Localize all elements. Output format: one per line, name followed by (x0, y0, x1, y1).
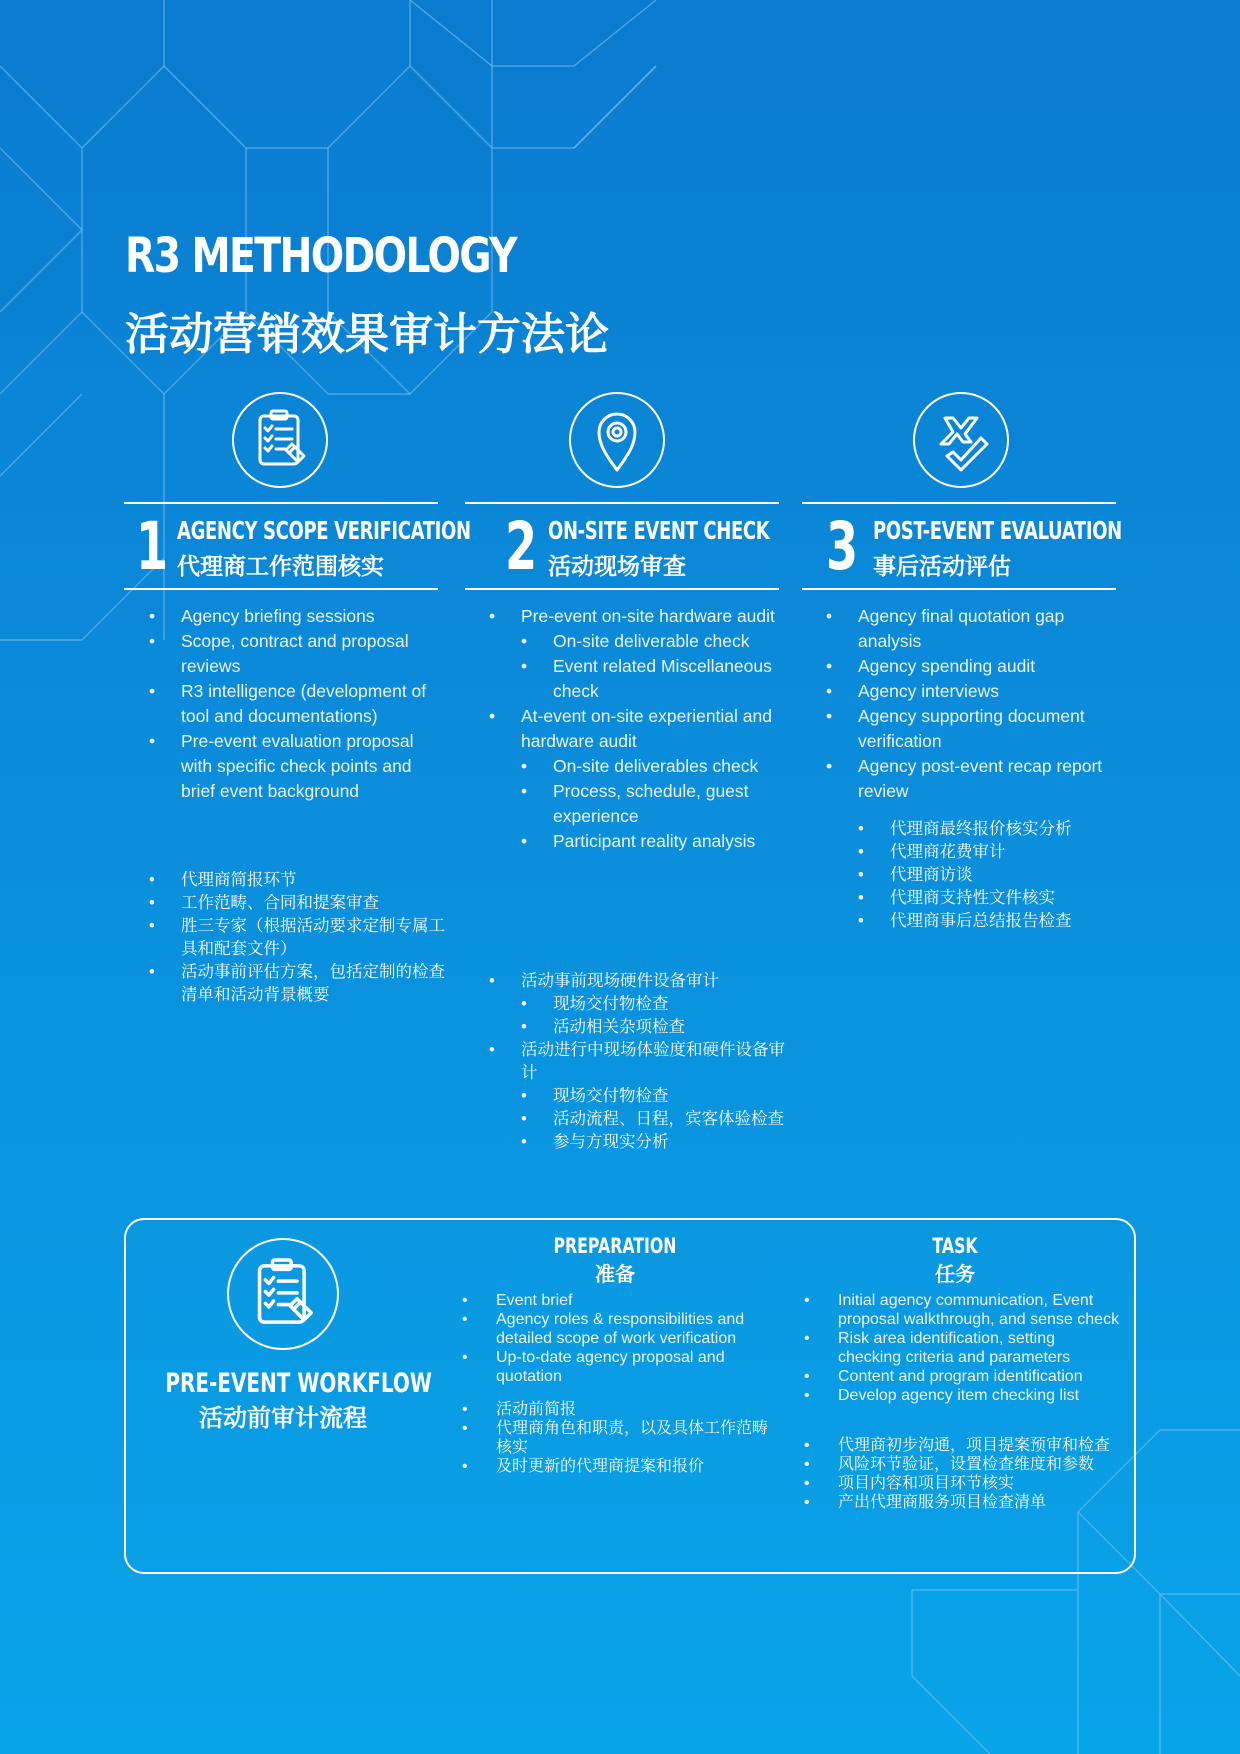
workflow-title-en: PRE-EVENT WORKFLOW (165, 1368, 432, 1399)
list-item: • 代理商初步沟通，项目提案预审和检查 (802, 1436, 1122, 1455)
preparation-heading-zh: 准备 (595, 1262, 635, 1286)
list-item: • Agency post-event recap report review (804, 754, 1124, 804)
list-item: • Process, schedule, guest experience (467, 779, 787, 829)
list-item: • On-site deliverable check (467, 629, 787, 654)
list-item: • 代理商支持性文件核实 (804, 887, 1124, 910)
list-item: • 活动事前现场硬件设备审计 (467, 970, 787, 993)
list-item: • Agency interviews (804, 679, 1124, 704)
workflow-title-zh: 活动前审计流程 (199, 1404, 367, 1432)
preparation-chinese-list (460, 1400, 780, 1476)
list-item: • 活动流程、日程，宾客体验检查 (467, 1108, 787, 1131)
column-1-chinese-list (127, 869, 447, 1007)
column-title-en: AGENCY SCOPE VERIFICATION (177, 516, 471, 545)
preparation-english-list (460, 1291, 780, 1386)
list-item: • 参与方现实分析 (467, 1131, 787, 1154)
list-item: • 工作范畴、合同和提案审查 (127, 892, 447, 915)
list-item: • 活动相关杂项检查 (467, 1016, 787, 1039)
clipboard-checklist-icon (232, 392, 328, 488)
list-item: • Scope, contract and proposal reviews (127, 629, 447, 679)
list-item: • Pre-event on-site hardware audit (467, 604, 787, 629)
column-3-chinese-list (804, 818, 1124, 933)
list-item: • R3 intelligence (development of tool and documentations) (127, 679, 447, 729)
list-item: • 风险环节验证，设置检查维度和参数 (802, 1455, 1122, 1474)
list-item: • 及时更新的代理商提案和报价 (460, 1457, 780, 1476)
column-title-zh: 活动现场审查 (548, 554, 686, 580)
task-english-list (802, 1291, 1122, 1405)
task-chinese-list (802, 1436, 1122, 1512)
list-item: • 代理商事后总结报告检查 (804, 910, 1124, 933)
column-header-onsite-check (465, 502, 779, 590)
column-title-zh: 代理商工作范围核实 (177, 554, 384, 580)
list-item: • 项目内容和项目环节核实 (802, 1474, 1122, 1493)
column-title-en: ON-SITE EVENT CHECK (548, 516, 770, 545)
task-heading-zh: 任务 (935, 1262, 975, 1286)
list-item: • Event brief (460, 1291, 780, 1310)
list-item: • Pre-event evaluation proposal with specific check points and brief event background (127, 729, 447, 804)
preparation-heading-en: PREPARATION (553, 1234, 677, 1258)
list-item: • Content and program identification (802, 1367, 1122, 1386)
list-item: • Participant reality analysis (467, 829, 787, 854)
column-title-zh: 事后活动评估 (873, 554, 1011, 580)
list-item: • Agency final quotation gap analysis (804, 604, 1124, 654)
step-number: 2 (505, 508, 538, 585)
clipboard-checklist-icon (227, 1238, 339, 1350)
step-number: 1 (136, 508, 169, 585)
column-header-post-event (802, 502, 1122, 590)
list-item: • Agency briefing sessions (127, 604, 447, 629)
list-item: • Event related Miscellaneous check (467, 654, 787, 704)
task-heading-en: TASK (932, 1234, 978, 1258)
list-item: • 活动事前评估方案，包括定制的检查清单和活动背景概要 (127, 961, 447, 1007)
list-item: • 胜三专家（根据活动要求定制专属工具和配套文件） (127, 915, 447, 961)
list-item: • Initial agency communication, Event proposal walkthrough, and sense check (802, 1291, 1122, 1329)
list-item: • Agency supporting document verification (804, 704, 1124, 754)
list-item: • Develop agency item checking list (802, 1386, 1122, 1405)
cross-check-icon (913, 392, 1009, 488)
list-item: • 活动前简报 (460, 1400, 780, 1419)
list-item: • Agency spending audit (804, 654, 1124, 679)
list-item: • 活动进行中现场体验度和硬件设备审计 (467, 1039, 787, 1085)
list-item: • Up-to-date agency proposal and quotation (460, 1348, 780, 1386)
column-2-english-list (467, 604, 787, 854)
list-item: • 现场交付物检查 (467, 993, 787, 1016)
list-item: • 现场交付物检查 (467, 1085, 787, 1108)
list-item: • 代理商最终报价核实分析 (804, 818, 1124, 841)
page-title-chinese: 活动营销效果审计方法论 (125, 309, 609, 360)
list-item: • 代理商访谈 (804, 864, 1124, 887)
column-header-agency-scope (124, 502, 471, 590)
list-item: • 代理商角色和职责，以及具体工作范畴核实 (460, 1419, 780, 1457)
list-item: • Risk area identification, setting checking criteria and parameters (802, 1329, 1122, 1367)
location-pin-icon (569, 392, 665, 488)
list-item: • On-site deliverables check (467, 754, 787, 779)
list-item: • Agency roles & responsibilities and detailed scope of work verification (460, 1310, 780, 1348)
page-title: R3 METHODOLOGY (125, 228, 516, 284)
list-item: • 代理商简报环节 (127, 869, 447, 892)
column-2-chinese-list (467, 970, 787, 1154)
list-item: • At-event on-site experiential and hardware audit (467, 704, 787, 754)
step-number: 3 (826, 508, 859, 585)
column-title-en: POST-EVENT EVALUATION (873, 516, 1122, 545)
list-item: • 产出代理商服务项目检查清单 (802, 1493, 1122, 1512)
column-1-english-list (127, 604, 447, 804)
column-3-english-list (804, 604, 1124, 804)
list-item: • 代理商花费审计 (804, 841, 1124, 864)
